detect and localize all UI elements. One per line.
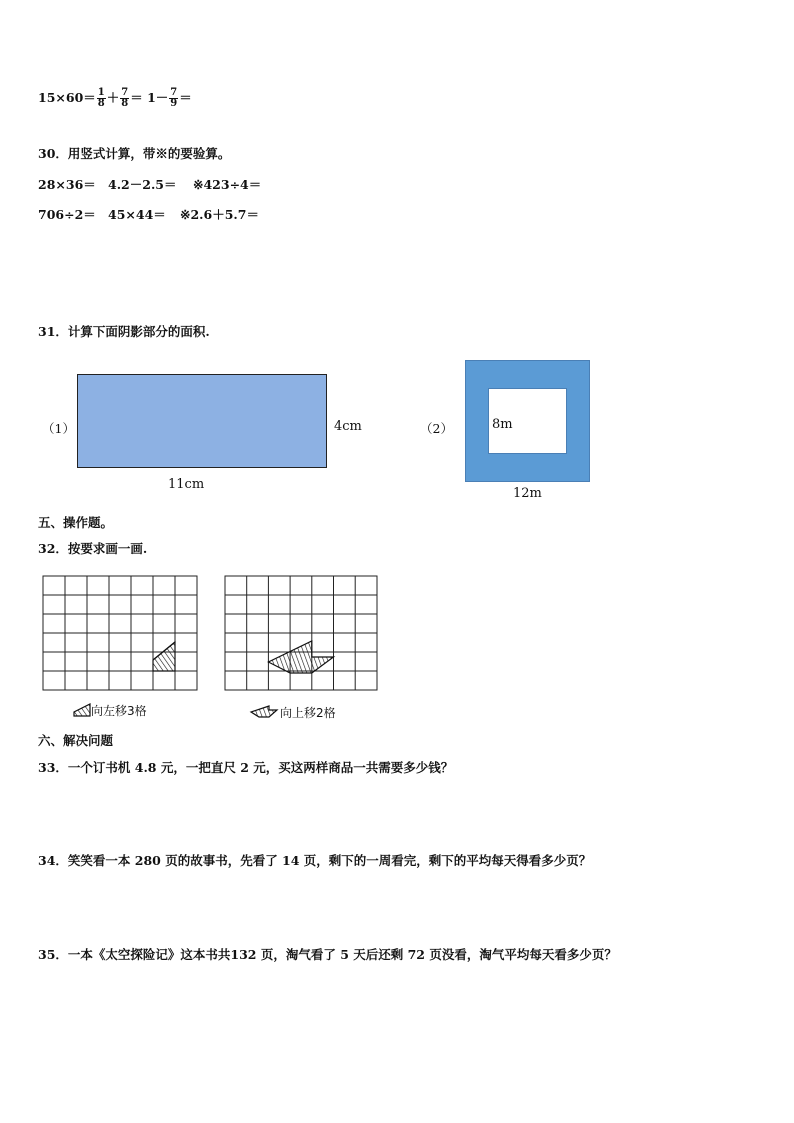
question-30-title: 30．用竖式计算，带※的要验算。 <box>38 146 231 161</box>
shaded-square-frame <box>465 360 590 482</box>
calc-item: 15×60＝ <box>38 90 96 105</box>
sail-shape <box>153 642 175 671</box>
calc-item: ※423÷4＝ <box>193 177 262 192</box>
question-32-title: 32．按要求画一画. <box>38 541 148 556</box>
calc-item: 706÷2＝ <box>38 207 96 222</box>
height-label: 4cm <box>334 419 362 434</box>
question-33: 33．一个订书机 4.8 元，一把直尺 2 元，买这两样商品一共需要多少钱？ <box>38 760 454 775</box>
boat-icon <box>249 705 279 719</box>
boat-shape <box>268 641 333 673</box>
grid-2 <box>224 575 380 693</box>
grid-2-caption: 向上移2格 <box>280 706 336 720</box>
grid-lines <box>43 576 197 690</box>
width-label: 11cm <box>168 477 205 492</box>
grid-1 <box>42 575 200 693</box>
calc-item: 28×36＝ <box>38 177 96 192</box>
grid-1-caption: 向左移3格 <box>91 704 147 718</box>
fraction <box>120 88 129 109</box>
figure-1-label: （1） <box>42 421 75 436</box>
equals-sign: ＝ <box>130 90 143 105</box>
denominator: 8 <box>97 98 105 109</box>
fraction <box>169 88 178 109</box>
sail-icon <box>72 702 92 718</box>
calc-item: ※2.6＋5.7＝ <box>180 207 259 222</box>
denominator: 8 <box>121 98 129 109</box>
numerator: 7 <box>170 87 178 98</box>
plus-sign: ＋ <box>106 90 120 105</box>
outer-side-label: 12m <box>513 486 542 501</box>
denominator: 9 <box>170 98 178 109</box>
calc-item: 45×44＝ <box>108 207 166 222</box>
section-5-title: 五、操作题。 <box>38 515 114 530</box>
numerator: 1 <box>97 87 105 98</box>
question-35: 35．一本《太空探险记》这本书共132 页，淘气看了 5 天后还剩 72 页没看，淘气平均每天看多少页？ <box>38 947 617 962</box>
inner-side-label: 8m <box>492 417 513 432</box>
section-6-title: 六、解决问题 <box>38 733 114 748</box>
calc-line-q29 <box>38 88 192 109</box>
figure-2-label: （2） <box>420 421 453 436</box>
calc-item: 4.2－2.5＝ <box>108 177 177 192</box>
fraction <box>97 88 106 109</box>
calc-item: 1－ <box>147 90 169 105</box>
question-31-title: 31．计算下面阴影部分的面积. <box>38 324 210 339</box>
equals-sign: ＝ <box>179 90 192 105</box>
shaded-rectangle <box>77 374 327 468</box>
numerator: 7 <box>121 87 129 98</box>
question-34: 34．笑笑看一本 280 页的故事书，先看了 14 页，剩下的一周看完，剩下的平均每天得看多少页？ <box>38 853 592 868</box>
